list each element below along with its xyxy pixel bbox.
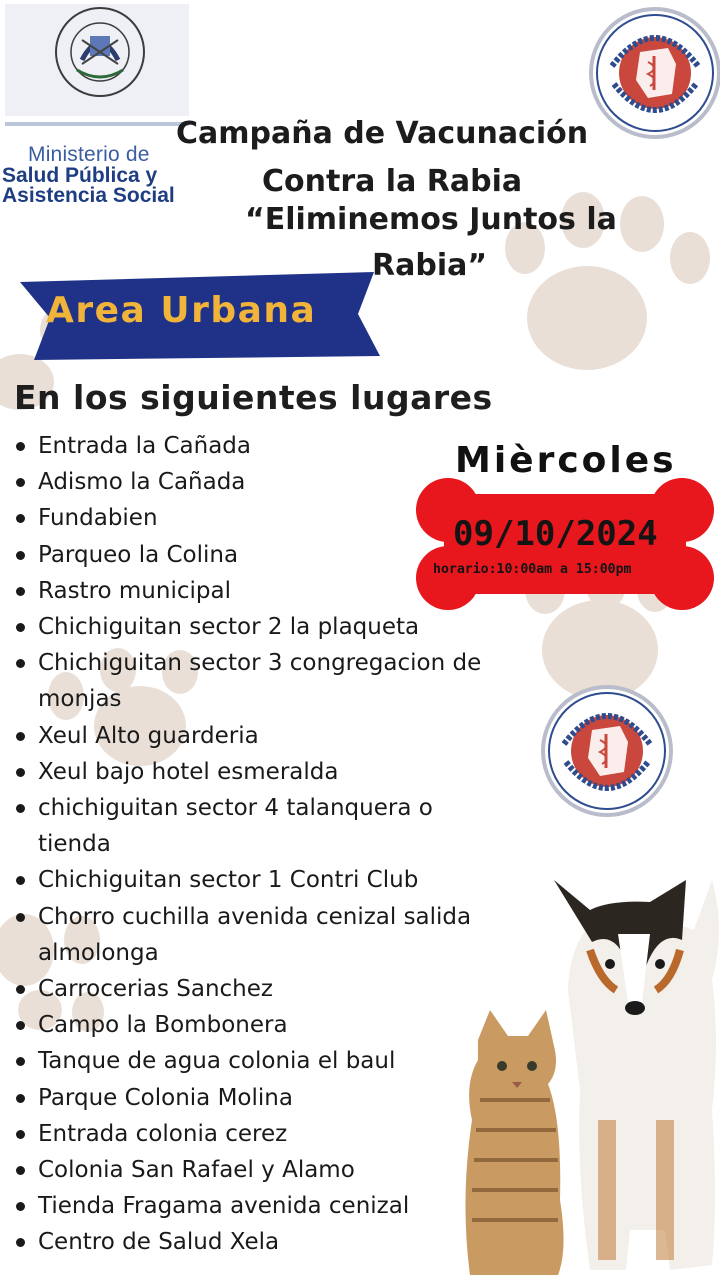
list-item: Campo la Bombonera (14, 1007, 504, 1043)
dog-and-cat-image (450, 870, 720, 1280)
divider-bar (5, 122, 189, 126)
list-item: Parqueo la Colina (14, 537, 504, 573)
health-network-badge-icon (588, 6, 720, 140)
ministry-name-line2: Salud Pública y (2, 164, 158, 187)
list-item: Chichiguitan sector 3 congregacion de monjas (14, 645, 504, 717)
slogan-line1: “Eliminemos Juntos la (245, 202, 617, 237)
list-item: Colonia San Rafael y Alamo (14, 1152, 504, 1188)
list-item: Chorro cuchilla avenida cenizal salida almolonga (14, 899, 504, 971)
list-item: Parque Colonia Molina (14, 1080, 504, 1116)
area-label: Area Urbana (46, 290, 317, 331)
list-item: Xeul bajo hotel esmeralda (14, 754, 504, 790)
schedule-date: 09/10/2024 (453, 514, 658, 554)
list-item: Entrada colonia cerez (14, 1116, 504, 1152)
list-item: Adismo la Cañada (14, 464, 504, 500)
schedule-hours: horario:10:00am a 15:00pm (433, 562, 632, 577)
ministry-name-line3: Asistencia Social (2, 184, 175, 207)
guatemala-seal-icon (30, 0, 170, 112)
campaign-title-line2: Contra la Rabia (262, 164, 523, 199)
list-item: Chichiguitan sector 1 Contri Club (14, 862, 504, 898)
government-logo (0, 0, 195, 210)
list-item: Entrada la Cañada (14, 428, 504, 464)
health-network-badge-icon (540, 684, 674, 818)
ministry-name-line1: Ministerio de (28, 143, 150, 166)
list-item: Xeul Alto guarderia (14, 718, 504, 754)
list-item: Centro de Salud Xela (14, 1224, 504, 1260)
slogan-line2: Rabia” (372, 248, 488, 283)
list-item: chichiguitan sector 4 talanquera o tienda (14, 790, 504, 862)
list-item: Tienda Fragama avenida cenizal (14, 1188, 504, 1224)
list-item: Carrocerias Sanchez (14, 971, 504, 1007)
list-item: Chichiguitan sector 2 la plaqueta (14, 609, 504, 645)
list-item: Fundabien (14, 500, 504, 536)
schedule-day: Mièrcoles (455, 440, 677, 481)
list-item: Tanque de agua colonia el baul (14, 1043, 504, 1079)
list-item: Rastro municipal (14, 573, 504, 609)
places-heading: En los siguientes lugares (14, 378, 493, 417)
campaign-title-line1: Campaña de Vacunación (176, 116, 589, 151)
